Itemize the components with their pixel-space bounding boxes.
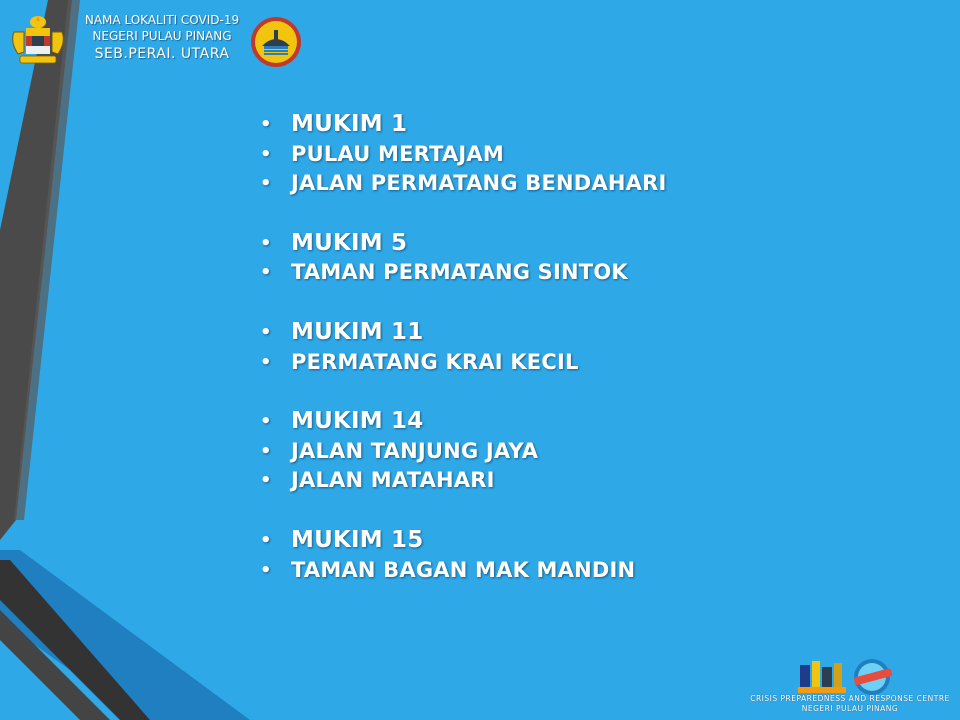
list-item: • MUKIM 11 [260, 318, 667, 348]
cprc-logo-icon [798, 661, 846, 693]
malaysia-coat-of-arms-icon [6, 14, 70, 68]
footer-line-2: NEGERI PULAU PINANG [801, 704, 899, 713]
list-item: • TAMAN PERMATANG SINTOK [260, 258, 667, 288]
list-item: • PULAU MERTAJAM [260, 140, 667, 170]
header-line-3: SEB.PERAI. UTARA [94, 46, 230, 62]
penang-covid-logo-icon [854, 659, 893, 695]
list-item: • MUKIM 5 [260, 229, 667, 259]
footer-text [730, 694, 960, 714]
list-item: • JALAN TANJUNG JAYA [260, 437, 667, 467]
list-item: • TAMAN BAGAN MAK MANDIN [260, 556, 667, 586]
list-item: • MUKIM 15 [260, 526, 667, 556]
penang-state-logo-icon [250, 16, 302, 68]
header-title [74, 12, 250, 64]
header-line-1: NAMA LOKALITI COVID-19 [84, 13, 240, 27]
list-item: • MUKIM 14 [260, 407, 667, 437]
header-line-2: NEGERI PULAU PINANG [92, 29, 232, 43]
list-item: • JALAN MATAHARI [260, 466, 667, 496]
locality-list [260, 110, 667, 585]
list-item: • PERMATANG KRAI KECIL [260, 348, 667, 378]
list-item: • JALAN PERMATANG BENDAHARI [260, 169, 667, 199]
footer-line-1: CRISIS PREPAREDNESS AND RESPONSE CENTRE [750, 694, 950, 703]
footer-logos [796, 657, 896, 697]
list-item: • MUKIM 1 [260, 110, 667, 140]
